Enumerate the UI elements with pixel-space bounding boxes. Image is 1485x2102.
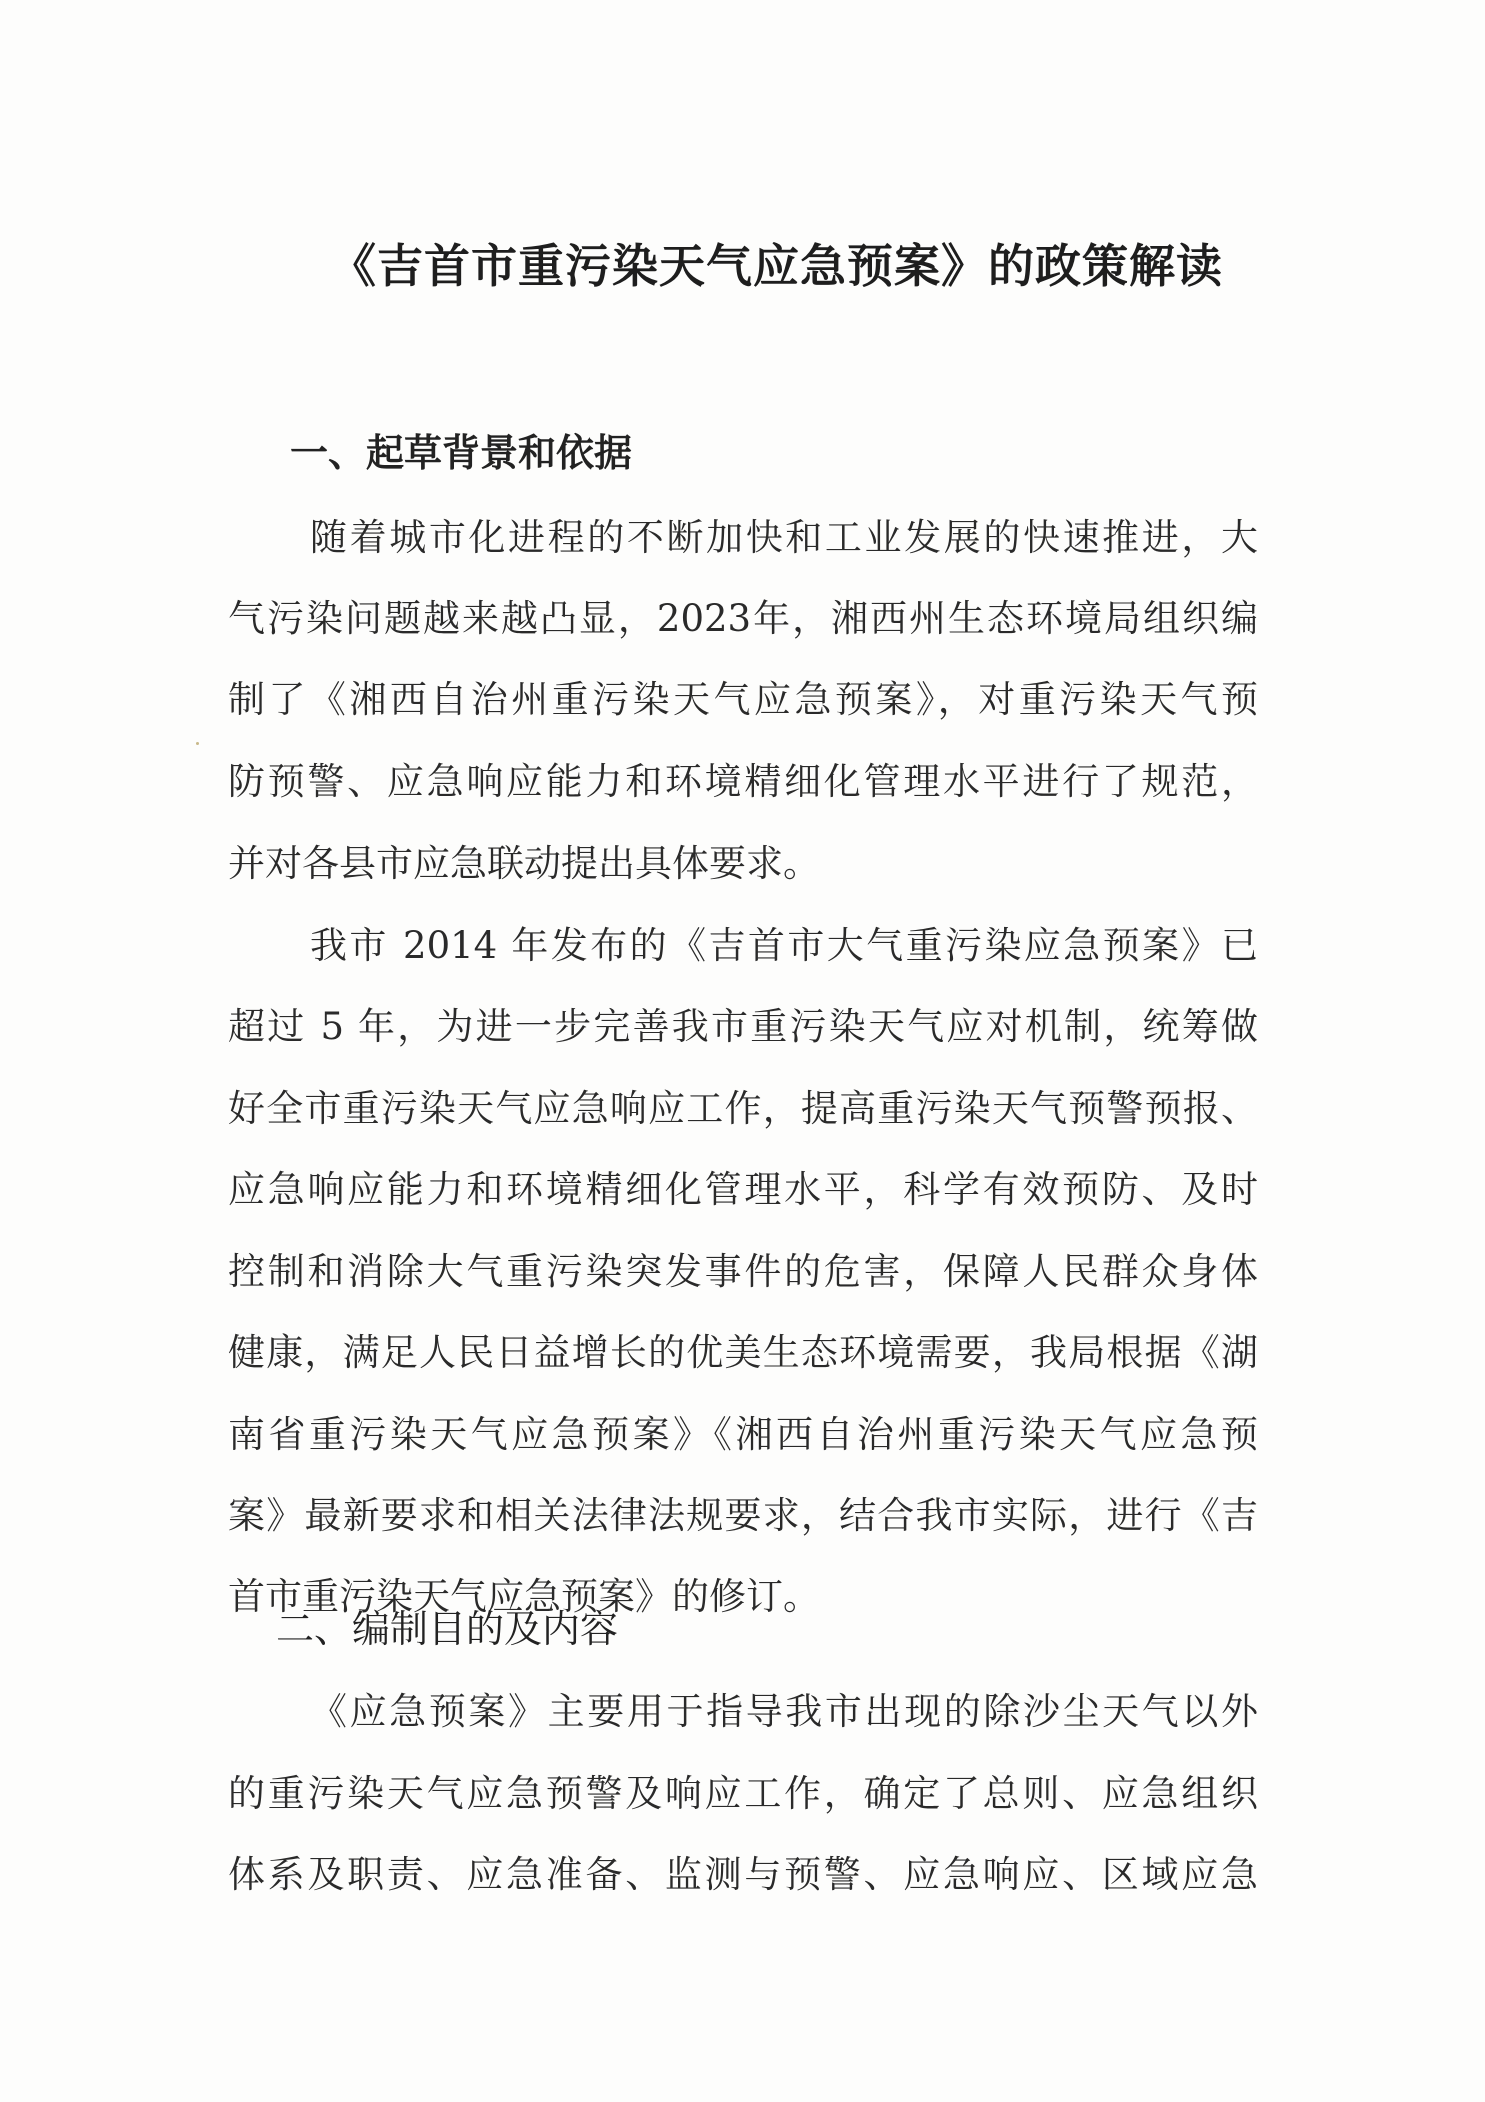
paragraph-line: 《应急预案》主要用于指导我市出现的除沙尘天气以外 — [310, 1690, 1258, 1733]
paragraph-line: 防预警、应急响应能力和环境精细化管理水平进行了规范， — [228, 760, 1258, 803]
paragraph-line: 案》最新要求和相关法律法规要求，结合我市实际，进行《吉 — [228, 1494, 1258, 1537]
paragraph-line: 好全市重污染天气应急响应工作，提高重污染天气预警预报、 — [228, 1087, 1258, 1130]
section-heading-background: 一、起草背景和依据 — [290, 431, 633, 475]
paragraph-line: 控制和消除大气重污染突发事件的危害，保障人民群众身体 — [228, 1250, 1258, 1293]
paragraph-line: 并对各县市应急联动提出具体要求。 — [228, 842, 820, 885]
paragraph-line: 体系及职责、应急准备、监测与预警、应急响应、区域应急 — [228, 1853, 1258, 1896]
paragraph-line: 南省重污染天气应急预案》《湘西自治州重污染天气应急预 — [228, 1413, 1258, 1456]
paragraph-line: 气污染问题越来越凸显，2023年，湘西州生态环境局组织编 — [228, 597, 1258, 640]
section-heading-purpose: 二、编制目的及内容 — [276, 1607, 619, 1651]
document-title: 《吉首市重污染天气应急预案》的政策解读 — [330, 239, 1223, 293]
paragraph-line: 我市 2014 年发布的《吉首市大气重污染应急预案》已 — [310, 924, 1258, 967]
paragraph-line: 应急响应能力和环境精细化管理水平，科学有效预防、及时 — [228, 1168, 1258, 1211]
paragraph-line: 的重污染天气应急预警及响应工作，确定了总则、应急组织 — [228, 1772, 1258, 1815]
paragraph-line: 首市重污染天气应急预案》的修订。 — [228, 1575, 820, 1618]
scan-speck — [196, 742, 199, 745]
paragraph-line: 超过 5 年，为进一步完善我市重污染天气应对机制，统筹做 — [228, 1005, 1258, 1048]
paragraph-line: 制了《湘西自治州重污染天气应急预案》，对重污染天气预 — [228, 678, 1258, 721]
paragraph-line: 随着城市化进程的不断加快和工业发展的快速推进，大 — [310, 516, 1258, 559]
paragraph-line: 健康，满足人民日益增长的优美生态环境需要，我局根据《湖 — [228, 1331, 1258, 1374]
